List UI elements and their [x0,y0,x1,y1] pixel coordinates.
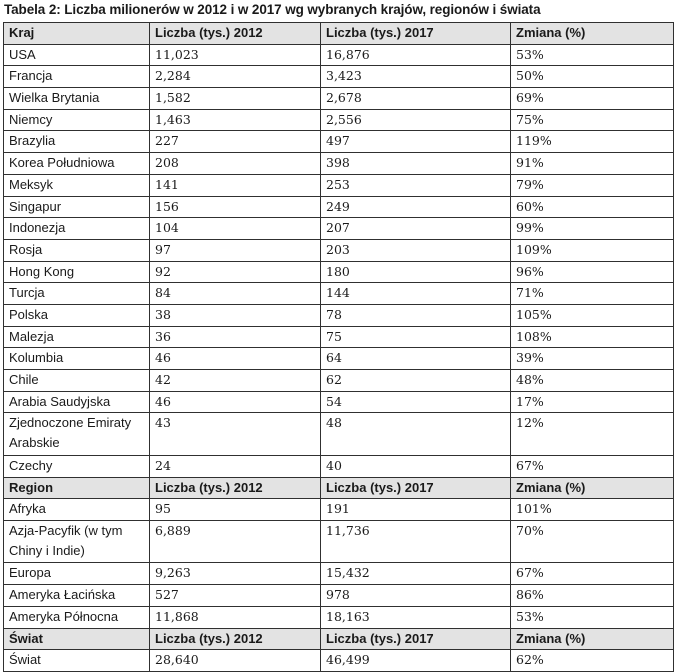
cell-count-2017: 40 [321,455,511,477]
cell-count-2012: 11,023 [150,44,321,66]
cell-change: 67% [511,563,674,585]
cell-count-2017: 2,556 [321,109,511,131]
cell-change: 48% [511,370,674,392]
cell-change: 79% [511,174,674,196]
cell-count-2017: 46,499 [321,650,511,672]
cell-count-2017: 207 [321,218,511,240]
cell-name: Singapur [4,196,150,218]
cell-count-2012: 24 [150,455,321,477]
cell-count-2017: 203 [321,239,511,261]
cell-count-2012: 95 [150,499,321,521]
cell-name: Ameryka Łacińska [4,585,150,607]
cell-count-2012: 9,263 [150,563,321,585]
cell-count-2012: 527 [150,585,321,607]
cell-count-2017: 15,432 [321,563,511,585]
cell-count-2012: 43 [150,413,321,456]
cell-count-2017: 16,876 [321,44,511,66]
cell-change: 105% [511,304,674,326]
cell-count-2012: 141 [150,174,321,196]
cell-count-2012: 2,284 [150,66,321,88]
cell-name: Europa [4,563,150,585]
table-row [4,131,674,153]
table-row [4,520,674,563]
cell-name: Rosja [4,239,150,261]
table-row [4,88,674,110]
cell-name: Niemcy [4,109,150,131]
cell-name: Kolumbia [4,348,150,370]
table-row [4,239,674,261]
column-header-name: Kraj [4,23,150,45]
section-header-row [4,477,674,499]
cell-count-2017: 497 [321,131,511,153]
cell-change: 67% [511,455,674,477]
cell-count-2017: 978 [321,585,511,607]
cell-count-2017: 249 [321,196,511,218]
millionaires-table [3,22,674,672]
cell-count-2017: 18,163 [321,606,511,628]
cell-count-2012: 6,889 [150,520,321,563]
column-header-name: Świat [4,628,150,650]
cell-count-2012: 46 [150,391,321,413]
table-row [4,44,674,66]
cell-change: 12% [511,413,674,456]
cell-name: Malezja [4,326,150,348]
table-row [4,348,674,370]
cell-change: 96% [511,261,674,283]
cell-change: 53% [511,44,674,66]
cell-count-2012: 84 [150,283,321,305]
table-row [4,606,674,628]
cell-change: 17% [511,391,674,413]
table-row [4,585,674,607]
table-row [4,370,674,392]
table-row [4,66,674,88]
table-row [4,283,674,305]
cell-count-2012: 1,582 [150,88,321,110]
cell-change: 99% [511,218,674,240]
cell-count-2017: 180 [321,261,511,283]
table-row [4,391,674,413]
cell-name: Zjednoczone Emiraty Arabskie [4,413,150,456]
cell-count-2012: 156 [150,196,321,218]
column-header-name: Region [4,477,150,499]
cell-name: Świat [4,650,150,672]
cell-name: Polska [4,304,150,326]
table-row [4,326,674,348]
cell-count-2012: 104 [150,218,321,240]
table-row [4,196,674,218]
column-header-change: Zmiana (%) [511,628,674,650]
cell-count-2017: 3,423 [321,66,511,88]
cell-count-2012: 28,640 [150,650,321,672]
cell-count-2012: 227 [150,131,321,153]
table-row [4,499,674,521]
cell-name: Hong Kong [4,261,150,283]
cell-count-2012: 97 [150,239,321,261]
column-header-count-2017: Liczba (tys.) 2017 [321,23,511,45]
cell-count-2017: 2,678 [321,88,511,110]
cell-change: 71% [511,283,674,305]
cell-change: 70% [511,520,674,563]
cell-count-2017: 48 [321,413,511,456]
table-row [4,153,674,175]
cell-name: Korea Południowa [4,153,150,175]
cell-count-2017: 191 [321,499,511,521]
cell-name: Brazylia [4,131,150,153]
table-row [4,563,674,585]
cell-change: 53% [511,606,674,628]
cell-change: 75% [511,109,674,131]
cell-change: 86% [511,585,674,607]
column-header-count-2012: Liczba (tys.) 2012 [150,477,321,499]
table-row [4,174,674,196]
table-row [4,218,674,240]
cell-count-2012: 92 [150,261,321,283]
cell-name: Meksyk [4,174,150,196]
cell-change: 50% [511,66,674,88]
cell-count-2017: 75 [321,326,511,348]
column-header-change: Zmiana (%) [511,23,674,45]
cell-count-2012: 46 [150,348,321,370]
cell-count-2012: 38 [150,304,321,326]
cell-change: 39% [511,348,674,370]
cell-change: 91% [511,153,674,175]
cell-name: Francja [4,66,150,88]
cell-count-2017: 144 [321,283,511,305]
cell-name: Wielka Brytania [4,88,150,110]
cell-change: 119% [511,131,674,153]
cell-change: 69% [511,88,674,110]
cell-count-2017: 253 [321,174,511,196]
cell-count-2012: 11,868 [150,606,321,628]
table-body [4,23,674,672]
cell-count-2017: 54 [321,391,511,413]
cell-name: Chile [4,370,150,392]
cell-count-2012: 36 [150,326,321,348]
cell-count-2012: 208 [150,153,321,175]
section-header-row [4,23,674,45]
column-header-count-2012: Liczba (tys.) 2012 [150,23,321,45]
cell-count-2012: 1,463 [150,109,321,131]
column-header-count-2017: Liczba (tys.) 2017 [321,477,511,499]
table-row [4,109,674,131]
cell-change: 109% [511,239,674,261]
cell-count-2012: 42 [150,370,321,392]
table-row [4,261,674,283]
cell-name: Arabia Saudyjska [4,391,150,413]
cell-name: Afryka [4,499,150,521]
table-caption: Tabela 2: Liczba milionerów w 2012 i w 2017 wg wybranych krajów, regionów i świata [4,2,541,17]
section-header-row [4,628,674,650]
cell-change: 108% [511,326,674,348]
cell-count-2017: 78 [321,304,511,326]
table-row [4,455,674,477]
cell-count-2017: 64 [321,348,511,370]
cell-name: USA [4,44,150,66]
table-row [4,650,674,672]
table-row [4,304,674,326]
column-header-change: Zmiana (%) [511,477,674,499]
cell-name: Turcja [4,283,150,305]
cell-change: 101% [511,499,674,521]
column-header-count-2017: Liczba (tys.) 2017 [321,628,511,650]
cell-count-2017: 398 [321,153,511,175]
cell-change: 60% [511,196,674,218]
cell-name: Indonezja [4,218,150,240]
table-row [4,413,674,456]
cell-name: Azja-Pacyfik (w tym Chiny i Indie) [4,520,150,563]
cell-name: Czechy [4,455,150,477]
cell-count-2017: 62 [321,370,511,392]
cell-change: 62% [511,650,674,672]
column-header-count-2012: Liczba (tys.) 2012 [150,628,321,650]
cell-name: Ameryka Północna [4,606,150,628]
cell-count-2017: 11,736 [321,520,511,563]
